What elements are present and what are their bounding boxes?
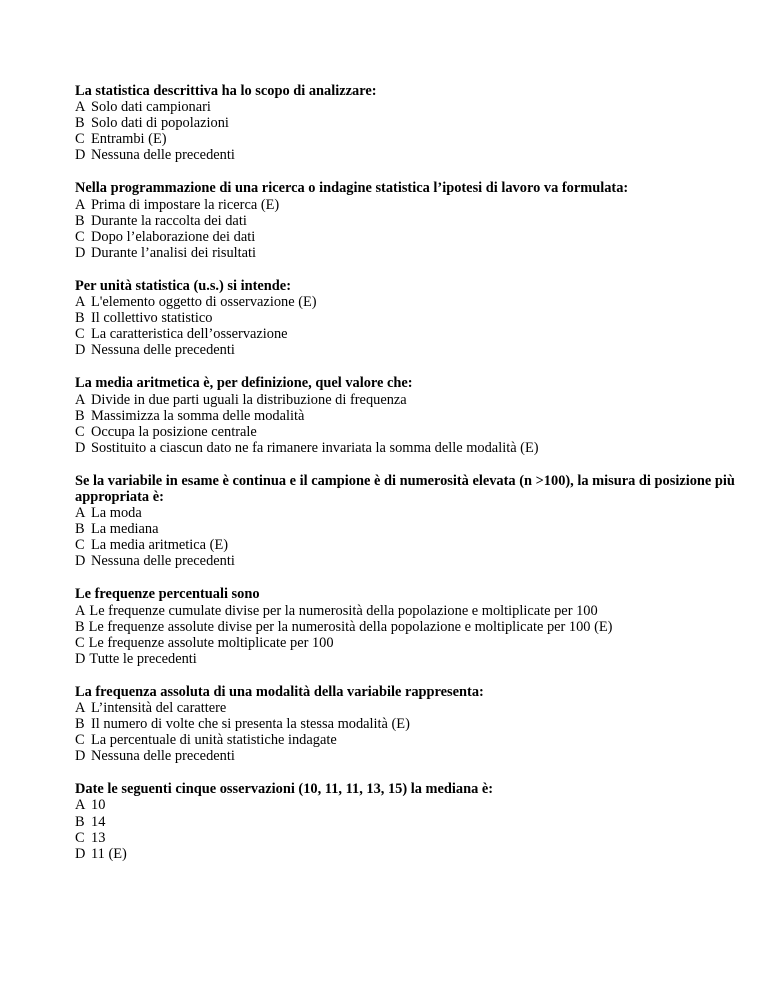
answer-option: [75, 408, 735, 424]
answer-option: [75, 147, 735, 163]
option-letter: D: [75, 650, 86, 667]
option-letter: C: [75, 131, 85, 148]
answer-option: [75, 99, 735, 115]
answer-option: [75, 797, 735, 813]
question-block: [75, 586, 735, 666]
option-text: 10: [91, 797, 106, 814]
answer-option: [75, 197, 735, 213]
option-letter: C: [75, 537, 85, 554]
option-text: La percentuale di unità statistiche indagate: [91, 732, 337, 749]
answer-options: [75, 294, 735, 358]
option-letter: A: [75, 391, 86, 408]
answer-option: [75, 505, 735, 521]
option-text: L'elemento oggetto di osservazione (E): [91, 294, 317, 311]
answer-option: [75, 213, 735, 229]
option-text: Le frequenze assolute divise per la numerosità della popolazione e moltiplicate per 100 (E): [88, 618, 613, 635]
option-text: Entrambi (E): [91, 131, 167, 148]
option-text: La moda: [91, 505, 142, 522]
option-text: Prima di impostare la ricerca (E): [91, 196, 280, 213]
question-text: La media aritmetica è, per definizione, quel valore che:: [75, 375, 413, 392]
question-block: [75, 473, 735, 570]
answer-option: [75, 553, 735, 569]
option-letter: A: [75, 294, 86, 311]
question-text: La frequenza assoluta di una modalità della variabile rappresenta:: [75, 683, 484, 700]
answer-option: [75, 229, 735, 245]
answer-options: [75, 392, 735, 456]
option-letter: A: [75, 99, 86, 116]
option-text: Massimizza la somma delle modalità: [91, 407, 305, 424]
answer-option: [75, 342, 735, 358]
option-letter: A: [75, 196, 86, 213]
answer-option: [75, 716, 735, 732]
option-letter: B: [75, 407, 85, 424]
answer-option: [75, 603, 735, 619]
answer-option: [75, 310, 735, 326]
answer-options: [75, 505, 735, 569]
question-block: [75, 180, 735, 260]
option-text: Le frequenze assolute moltiplicate per 100: [88, 634, 334, 651]
option-text: Sostituito a ciascun dato ne fa rimanere invariata la somma delle modalità (E): [91, 439, 539, 456]
option-letter: C: [75, 634, 85, 651]
option-letter: B: [75, 115, 85, 132]
option-letter: A: [75, 602, 86, 619]
option-text: La mediana: [91, 521, 159, 538]
option-letter: B: [75, 813, 85, 830]
option-text: Durante la raccolta dei dati: [91, 212, 247, 229]
option-letter: C: [75, 829, 85, 846]
answer-option: [75, 424, 735, 440]
option-text: Divide in due parti uguali la distribuzione di frequenza: [91, 391, 407, 408]
option-text: Il collettivo statistico: [91, 310, 213, 327]
answer-option: [75, 651, 735, 667]
question-block: [75, 684, 735, 764]
option-letter: B: [75, 310, 85, 327]
option-text: Solo dati di popolazioni: [91, 115, 229, 132]
answer-options: [75, 99, 735, 163]
option-letter: C: [75, 423, 85, 440]
question-block: [75, 83, 735, 163]
answer-option: [75, 521, 735, 537]
answer-option: [75, 245, 735, 261]
option-letter: C: [75, 326, 85, 343]
option-letter: B: [75, 716, 85, 733]
option-letter: A: [75, 700, 86, 716]
question-block: [75, 375, 735, 455]
answer-option: [75, 115, 735, 131]
answer-option: [75, 294, 735, 310]
answer-option: [75, 732, 735, 748]
option-letter: C: [75, 228, 85, 245]
option-text: La media aritmetica (E): [91, 537, 229, 554]
answer-option: [75, 131, 735, 147]
answer-option: [75, 440, 735, 456]
option-text: 14: [91, 813, 106, 830]
question-block: [75, 781, 735, 861]
option-text: Nessuna delle precedenti: [91, 553, 235, 570]
option-letter: D: [75, 748, 86, 765]
option-text: Nessuna delle precedenti: [91, 748, 235, 765]
answer-option: [75, 846, 735, 862]
option-letter: C: [75, 732, 85, 749]
question-block: [75, 278, 735, 358]
answer-option: [75, 619, 735, 635]
answer-option: [75, 830, 735, 846]
option-letter: D: [75, 244, 86, 261]
option-letter: B: [75, 618, 85, 635]
question-text: Per unità statistica (u.s.) si intende:: [75, 277, 291, 294]
question-text: Nella programmazione di una ricerca o indagine statistica l’ipotesi di lavoro va formulata:: [75, 180, 629, 197]
option-text: L’intensità del carattere: [91, 700, 227, 716]
option-text: Dopo l’elaborazione dei dati: [91, 228, 256, 245]
option-text: 11 (E): [91, 845, 127, 862]
option-letter: A: [75, 505, 86, 522]
option-text: Solo dati campionari: [91, 99, 211, 116]
answer-options: [75, 700, 735, 764]
option-letter: A: [75, 797, 86, 814]
option-text: Le frequenze cumulate divise per la numerosità della popolazione e moltiplicate per 100: [89, 602, 598, 619]
answer-option: [75, 392, 735, 408]
quiz-document: [75, 83, 735, 879]
option-letter: B: [75, 212, 85, 229]
answer-option: [75, 748, 735, 764]
option-text: Nessuna delle precedenti: [91, 147, 235, 164]
option-letter: D: [75, 342, 86, 359]
question-text: La statistica descrittiva ha lo scopo di analizzare:: [75, 83, 377, 99]
answer-option: [75, 537, 735, 553]
question-text: Date le seguenti cinque osservazioni (10, 11, 11, 13, 15) la mediana è:: [75, 781, 494, 798]
option-letter: B: [75, 521, 85, 538]
answer-option: [75, 700, 735, 716]
option-text: Tutte le precedenti: [89, 650, 197, 667]
option-letter: D: [75, 845, 86, 862]
question-text: Le frequenze percentuali sono: [75, 586, 260, 603]
option-letter: D: [75, 439, 86, 456]
answer-option: [75, 814, 735, 830]
option-text: La caratteristica dell’osservazione: [91, 326, 288, 343]
option-text: Il numero di volte che si presenta la stessa modalità (E): [91, 716, 410, 733]
option-letter: D: [75, 147, 86, 164]
answer-option: [75, 635, 735, 651]
option-text: Durante l’analisi dei risultati: [91, 244, 257, 261]
answer-option: [75, 326, 735, 342]
answer-options: [75, 797, 735, 861]
answer-options: [75, 197, 735, 261]
answer-options: [75, 603, 735, 667]
option-text: Occupa la posizione centrale: [91, 423, 257, 440]
question-text: Se la variabile in esame è continua e il campione è di numerosità elevata (n >100), la misura di posizione più appropriata è:: [75, 472, 735, 505]
option-letter: D: [75, 553, 86, 570]
option-text: Nessuna delle precedenti: [91, 342, 235, 359]
option-text: 13: [91, 829, 106, 846]
